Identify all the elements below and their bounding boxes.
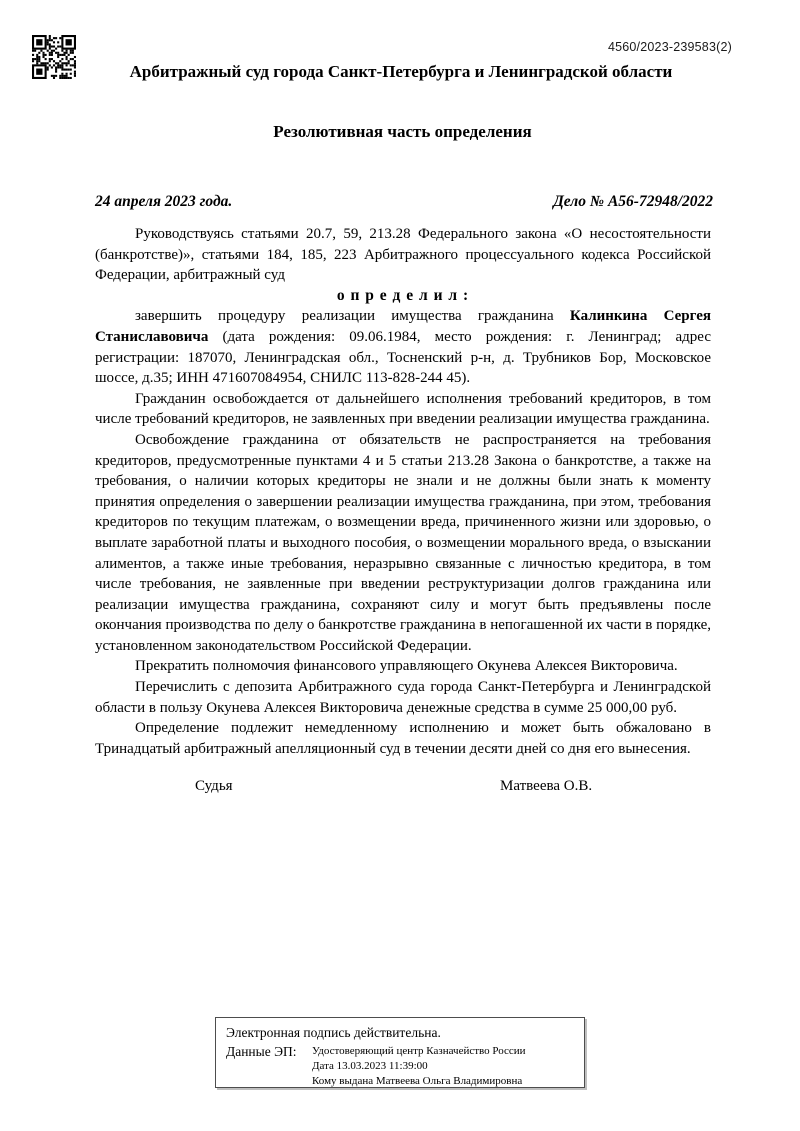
resolution-prefix: завершить процедуру реализации имущества гражданина [135,308,570,325]
hearing-date: 24 апреля 2023 года. [95,193,233,210]
stamp-issued-to: Кому выдана Матвеева Ольга Владимировна [312,1075,523,1087]
case-number: Дело № А56-72948/2022 [553,193,713,210]
signature-row [95,776,711,798]
debtor-name: Калинкина Сергея Станиславовича [95,308,712,345]
e-signature-stamp [215,1017,585,1088]
intro-paragraph: Руководствуясь статьями 20.7, 59, 213.28 Федерального закона «О несостоятельности (банкротстве)», статьями 184, 185, 223 Арбитражного процессуального кодекса Российской Федерации, арбитражный суд [95,226,711,284]
case-info-row [95,193,713,211]
court-name-heading: Арбитражный суд города Санкт-Петербурга и Ленинградской области [129,62,673,81]
resolution-suffix: (дата рождения: 09.06.1984, место рождения: г. Ленинград; адрес регистрации: 187070, Ленинградская обл., Тосненский р-н, д. Трубников Бор, Московское шоссе, д.35; ИНН 471607084954, СНИЛС 113-828-244 45). [95,328,711,387]
signature-role: Судья [195,778,233,795]
document-body [95,224,711,798]
paragraph-deposit-transfer: Перечислить с депозита Арбитражного суда города Санкт-Петербурга и Ленинградской области в пользу Окунева Алексея Викторовича денежные средства в сумме 25 000,00 руб. [95,679,711,716]
stamp-data-label: Данные ЭП: [226,1044,297,1059]
qr-code-icon [32,35,76,79]
document-number: 4560/2023-239583(2) [607,40,732,54]
stamp-date: Дата 13.03.2023 11:39:00 [312,1060,428,1072]
stamp-validity-text: Электронная подпись действительна. [226,1025,441,1040]
ruling-word: о п р е д е л и л : [336,286,470,304]
paragraph-release: Гражданин освобождается от дальнейшего исполнения требований кредиторов, в том числе требований кредиторов, не заявленных при введении реализации имущества гражданина. [95,390,711,428]
stamp-authority: Удостоверяющий центр Казначейство России [312,1045,526,1057]
paragraph-exceptions: Освобождение гражданина от обязательств не распространяется на требования кредиторов, предусмотренные пунктами 4 и 5 статьи 213.28 Закона о банкротстве, а также на требования, о наличии которых кредиторы не знали и не должны были знать к моменту принятия определения о завершении реализации имущества гражданина, при этом, требования кредиторов по текущим платежам, о возмещении вреда, причиненного жизни или здоровью, о выплате заработной платы и выходного пособия, о возмещении морального вреда, о взыскании алиментов, а также иные требования, неразрывно связанные с личностью кредитора, в том числе требования, не заявленные при введении реструктуризации долгов гражданина или реализации имущества гражданина, сохраняют силу и могут быть предъявлены после окончания производства по делу о банкротстве гражданина в непогашенной их части в порядке, установленном законодательством Российской Федерации. [95,431,711,654]
stamp-data-row [226,1044,574,1089]
judge-name: Матвеева О.В. [500,778,593,795]
document-title: Резолютивная часть определения [273,122,532,141]
paragraph-resolution [95,306,711,388]
stamp-details [312,1044,526,1089]
paragraph-terminate-manager: Прекратить полномочия финансового управляющего Окунева Алексея Викторовича. [135,658,678,675]
paragraph-appeal: Определение подлежит немедленному исполнению и может быть обжаловано в Тринадцатый арбитражный апелляционный суд в течении десяти дней со дня его вынесения. [95,720,711,757]
